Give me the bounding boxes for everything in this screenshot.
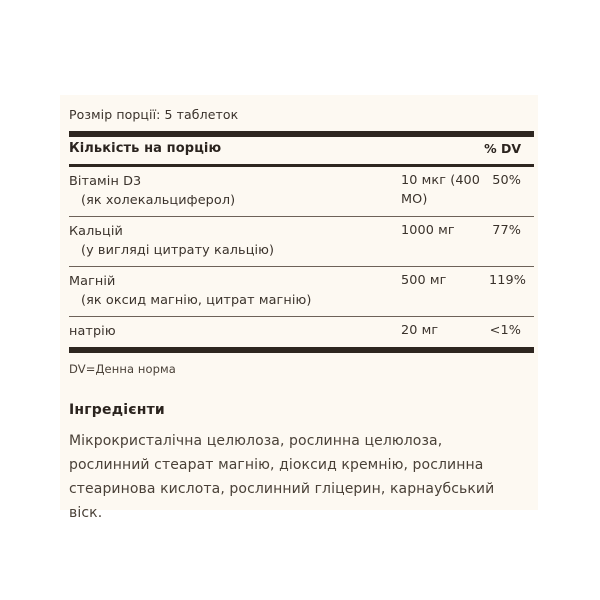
panel-inner: [69, 95, 534, 525]
nutrient-name: Вітамін D3: [69, 174, 142, 189]
nutrient-name: Кальцій: [69, 224, 123, 239]
nutrient-source: (як холекальциферол): [81, 193, 236, 208]
nutrient-amount: 10 мкг (400 МО): [401, 173, 481, 207]
nutrient-dv: 119%: [489, 273, 526, 288]
nutrient-source: (у вигляді цитрату кальцію): [81, 243, 275, 258]
nutrient-dv: <1%: [489, 323, 521, 338]
ingredients-text: Мікрокристалічна целюлоза, рослинна целюлоза, рослинний стеарат магнію, діоксид кремнію, рослинна стеаринова кислота, рослинний гліцерин, карнаубський віск.: [69, 433, 495, 521]
ingredients-heading: Інгредієнти: [69, 402, 165, 418]
nutrient-amount: 500 мг: [401, 273, 447, 288]
nutrient-dv: 77%: [492, 223, 521, 238]
table-row: [69, 167, 534, 216]
nutrient-name: натрію: [69, 324, 116, 339]
supplement-facts-panel: [60, 95, 538, 521]
nutrient-amount: 20 мг: [401, 323, 439, 338]
nutrient-name: Магній: [69, 274, 116, 289]
percent-dv-label: % DV: [484, 141, 521, 156]
table-header-row: [69, 137, 534, 164]
table-row: [69, 317, 534, 347]
nutrient-amount: 1000 мг: [401, 223, 455, 238]
dv-footnote: DV=Денна норма: [69, 362, 176, 376]
table-row: [69, 217, 534, 266]
nutrient-dv: 50%: [492, 173, 521, 188]
amount-per-serving-label: Кількість на порцію: [69, 141, 222, 156]
serving-size-line: Розмір порції: 5 таблеток: [69, 107, 239, 122]
table-row: [69, 267, 534, 316]
nutrient-source: (як оксид магнію, цитрат магнію): [81, 293, 312, 308]
